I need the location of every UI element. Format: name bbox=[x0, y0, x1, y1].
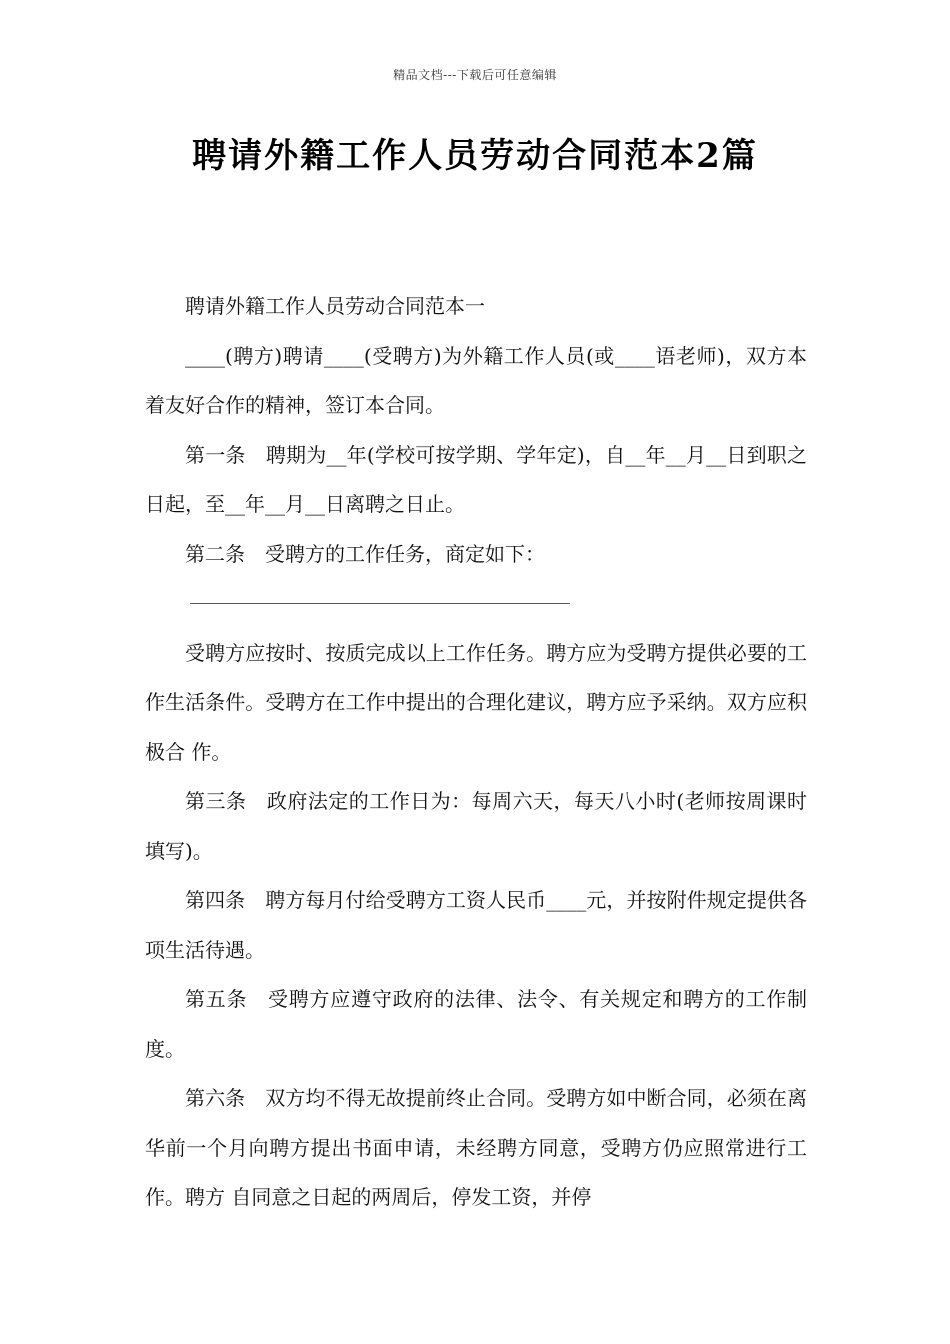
article-5: 第五条 受聘方应遵守政府的法律、法令、有关规定和聘方的工作制度。 bbox=[145, 987, 807, 1061]
document-body bbox=[145, 282, 807, 1223]
article-3: 第三条 政府法定的工作日为：每周六天，每天八小时(老师按周课时填写)。 bbox=[145, 789, 807, 863]
paragraph-duties: 受聘方应按时、按质完成以上工作任务。聘方应为受聘方提供必要的工作生活条件。受聘方在工作中提出的合理化建议，聘方应予采纳。双方应积极合 作。 bbox=[145, 640, 807, 764]
article-2: 第二条 受聘方的工作任务，商定如下： bbox=[185, 541, 545, 566]
section-heading: 聘请外籍工作人员劳动合同范本一 bbox=[185, 294, 485, 318]
article-6: 第六条 双方均不得无故提前终止合同。受聘方如中断合同，必须在离华前一个月向聘方提出书面申请，未经聘方同意，受聘方仍应照常进行工作。聘方 自同意之日起的两周后，停发工资，并停 bbox=[145, 1086, 807, 1209]
header-note: 精品文档---下载后可任意编辑 bbox=[393, 68, 557, 82]
fill-in-blank-line bbox=[145, 579, 807, 629]
blank-underline bbox=[190, 603, 570, 604]
document-title: 聘请外籍工作人员劳动合同范本2篇 bbox=[192, 136, 758, 176]
article-4: 第四条 聘方每月付给受聘方工资人民币____元，并按附件规定提供各项生活待遇。 bbox=[145, 888, 807, 962]
article-1: 第一条 聘期为__年(学校可按学期、学年定)，自__年__月__日到职之日起，至__年__月__日离聘之日止。 bbox=[145, 442, 807, 516]
paragraph-parties: ____(聘方)聘请____(受聘方)为外籍工作人员(或____语老师)，双方本着友好合作的精神，签订本合同。 bbox=[145, 343, 807, 417]
